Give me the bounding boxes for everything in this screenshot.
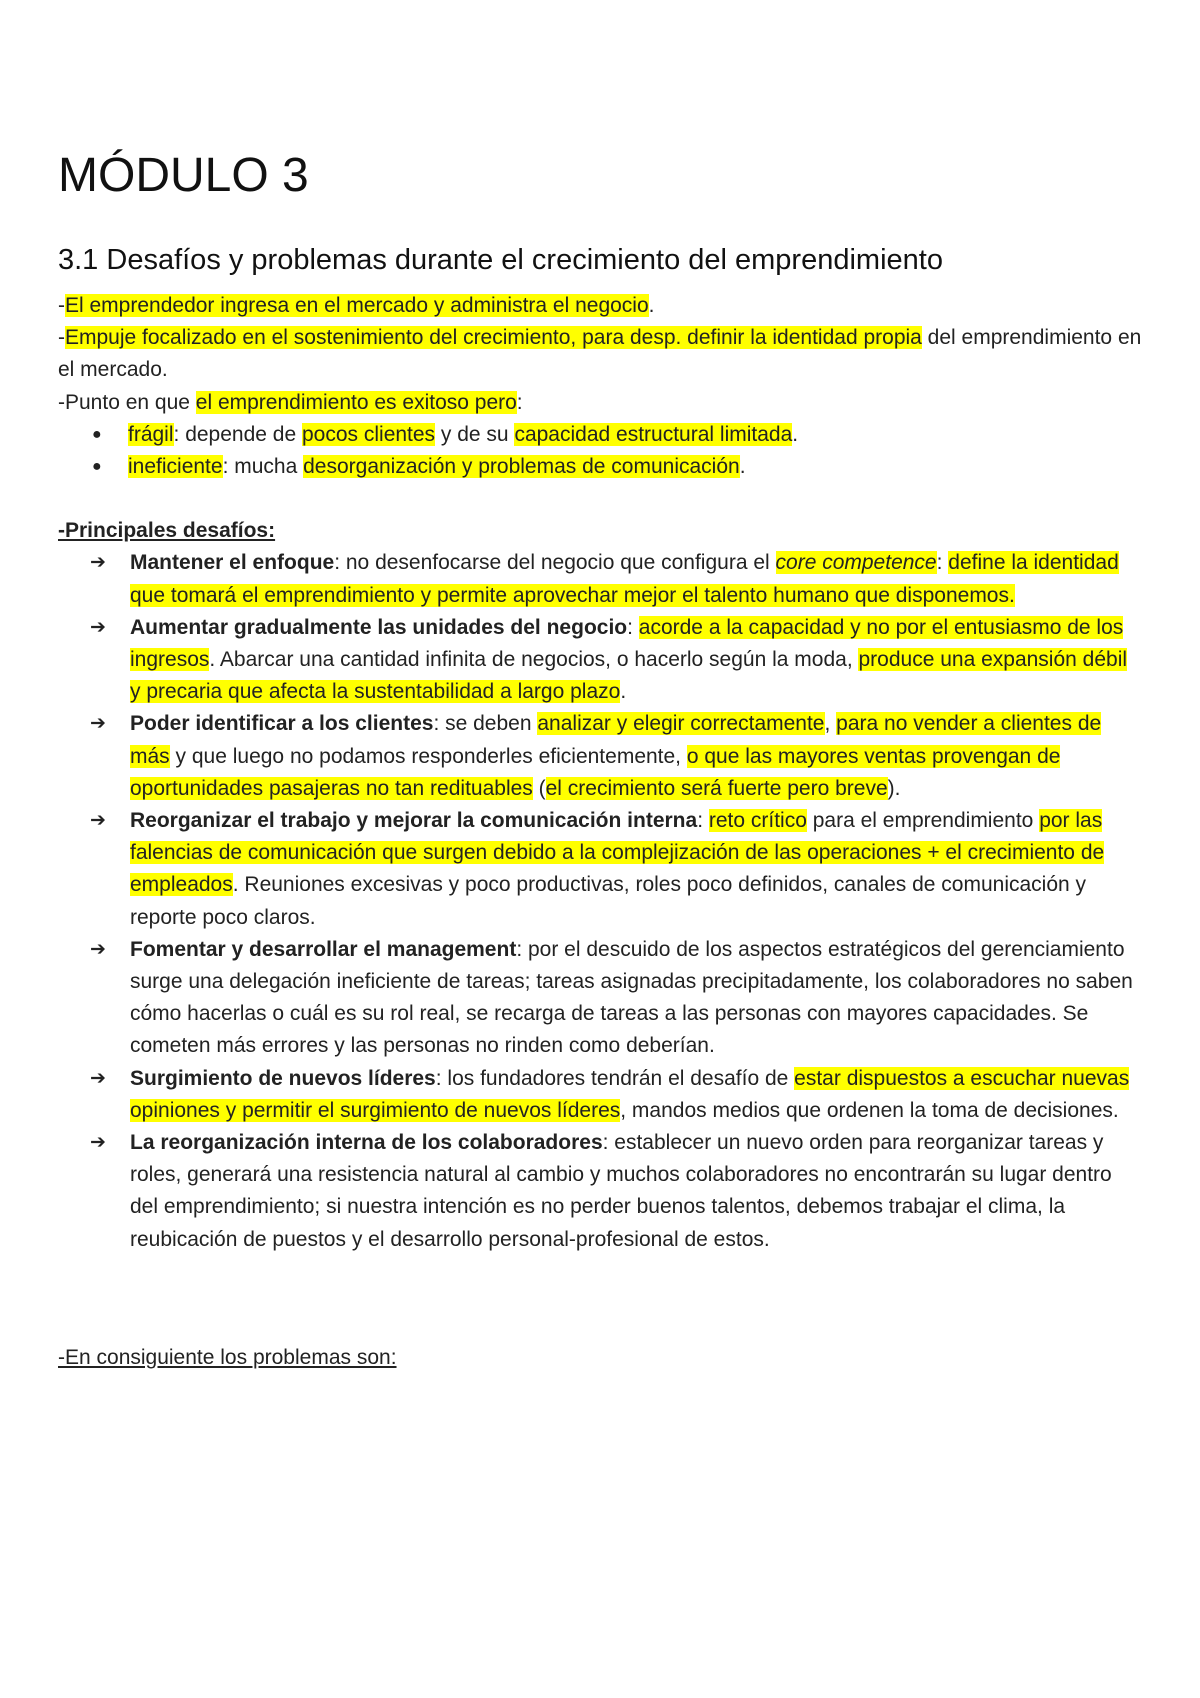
list-item: ● ineficiente: mucha desorganización y problemas de comunicación. [128, 451, 1143, 483]
list-item: ➔ Aumentar gradualmente las unidades del negocio: acorde a la capacidad y no por el entusiasmo de los ingresos. Abarcar una cantidad infinita de negocios, o hacerlo según la moda, produce una expansión débil y precaria que afecta la sustentabilidad a largo plazo. [130, 612, 1143, 709]
arrow-icon: ➔ [90, 616, 106, 638]
arrow-icon: ➔ [90, 552, 106, 574]
intro-line: -Empuje focalizado en el sostenimiento del crecimiento, para desp. definir la identidad propia del emprendimiento en el mercado. [58, 326, 1142, 382]
list-item: ➔ La reorganización interna de los colaboradores: establecer un nuevo orden para reorganizar tareas y roles, generará una resistencia natural al cambio y muchos colaboradores no encontrarán su lugar dentro del emprendimiento; si nuestra intención es no perder buenos talentos, debemos trabajar el clima, la reubicación de puestos y el desarrollo personal-profesional de estos. [130, 1127, 1143, 1256]
module-title: MÓDULO 3 [58, 149, 309, 202]
bullet-icon: ● [92, 425, 102, 443]
intro-line: -El emprendedor ingresa en el mercado y administra el negocio. [58, 294, 655, 317]
list-item: ➔ Reorganizar el trabajo y mejorar la comunicación interna: reto crítico para el emprendimiento por las falencias de comunicación que surgen debido a la complejización de las operaciones + el crecimiento de empleados. Reuniones excesivas y poco productivas, roles poco definidos, canales de comunicación y reporte poco claros. [130, 805, 1143, 934]
problemas-heading: -En consiguiente los problemas son: [58, 1345, 397, 1369]
arrow-icon: ➔ [90, 938, 106, 960]
arrow-icon: ➔ [90, 713, 106, 735]
list-item: ➔ Poder identificar a los clientes: se deben analizar y elegir correctamente, para no vender a clientes de más y que luego no podamos responderles eficientemente, o que las mayores ventas provengan de oportunidades pasajeras no tan redituables (el crecimiento será fuerte pero breve). [130, 708, 1143, 805]
list-item: ● frágil: depende de pocos clientes y de su capacidad estructural limitada. [128, 419, 1143, 451]
desafios-list [58, 547, 1143, 1255]
bullet-icon: ● [92, 458, 102, 476]
arrow-icon: ➔ [90, 1132, 106, 1154]
arrow-icon: ➔ [90, 810, 106, 832]
list-item: ➔ Fomentar y desarrollar el management: por el descuido de los aspectos estratégicos del gerenciamiento surge una delegación ineficiente de tareas; tareas asignadas precipitadamente, los colaboradores no saben cómo hacerlas o cuál es su rol real, se recarga de tareas a las personas con mayores capacidades. Se cometen más errores y las personas no rinden como deberían. [130, 934, 1143, 1063]
bullet-list [58, 419, 1143, 483]
arrow-icon: ➔ [90, 1067, 106, 1089]
desafios-heading: -Principales desafíos: [58, 519, 276, 543]
intro-line: -Punto en que el emprendimiento es exitoso pero: [58, 390, 523, 414]
list-item: ➔ Mantener el enfoque: no desenfocarse del negocio que configura el core competence: define la identidad que tomará el emprendimiento y permite aprovechar mejor el talento humano que disponemos. [130, 547, 1143, 611]
document-body [58, 290, 1143, 1374]
section-title: 3.1 Desafíos y problemas durante el crecimiento del emprendimiento [58, 244, 943, 276]
list-item: ➔ Surgimiento de nuevos líderes: los fundadores tendrán el desafío de estar dispuestos a escuchar nuevas opiniones y permitir el surgimiento de nuevos líderes, mandos medios que ordenen la toma de decisiones. [130, 1063, 1143, 1127]
